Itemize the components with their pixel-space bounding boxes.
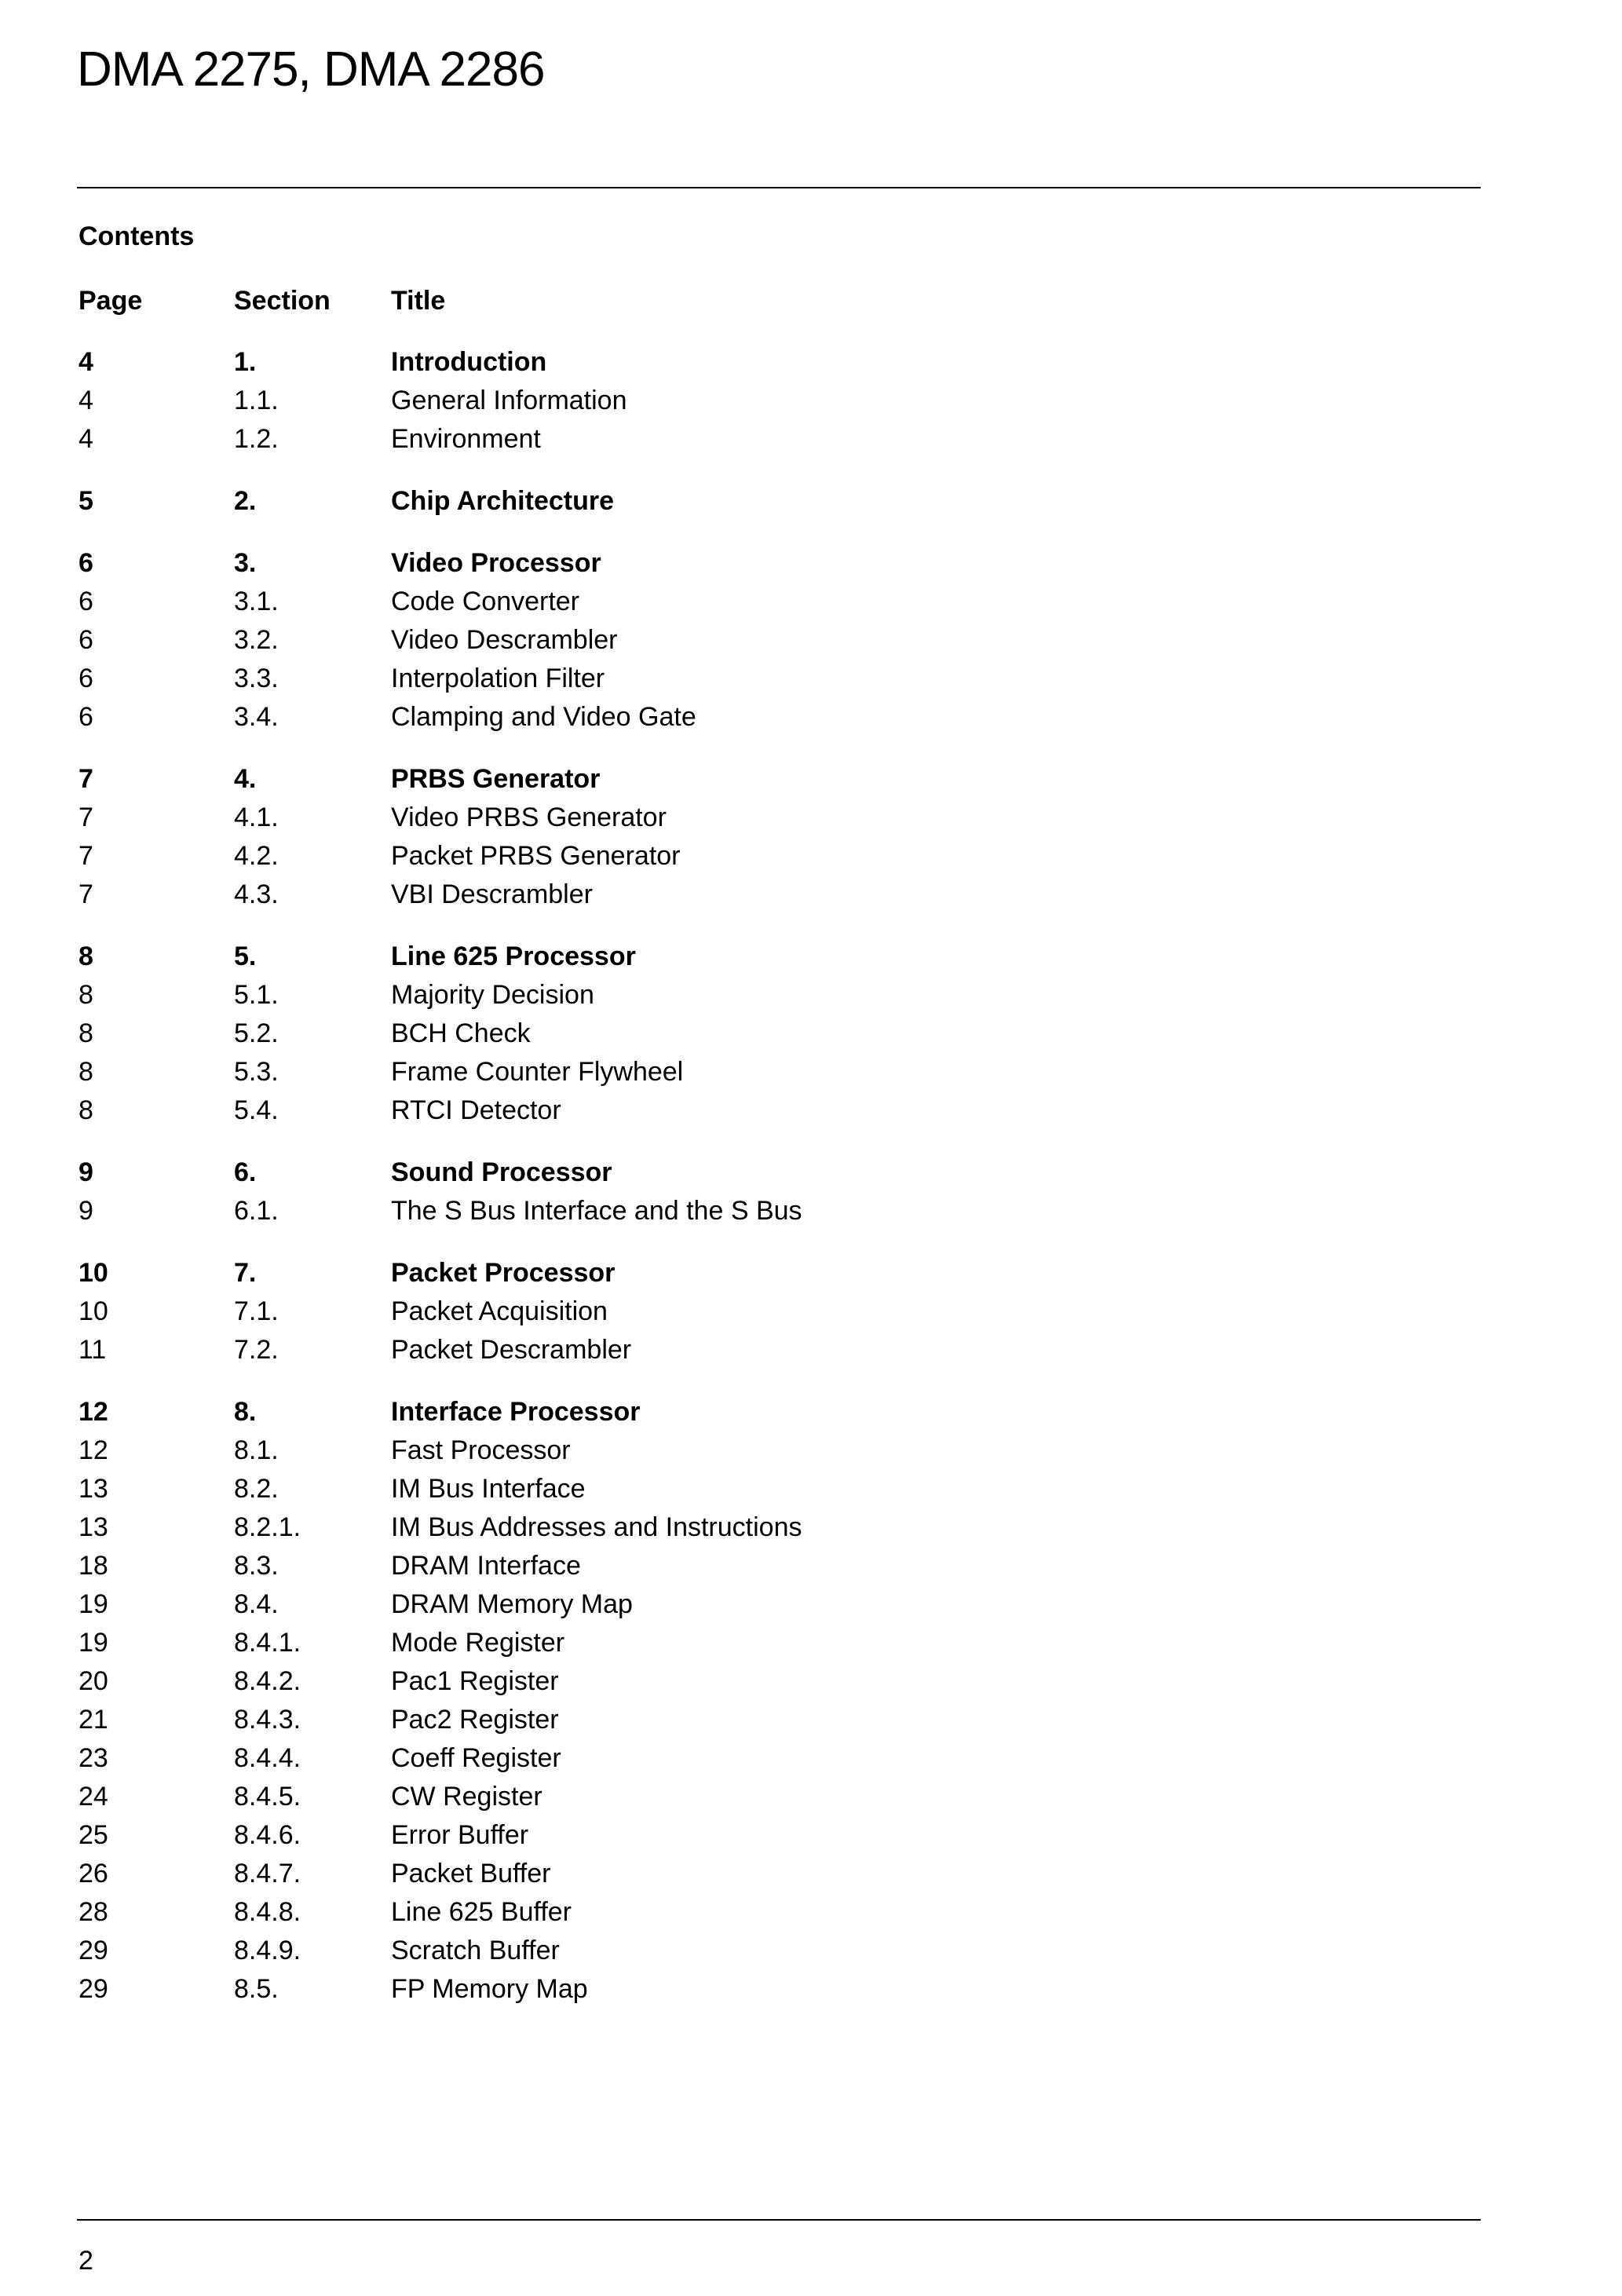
toc-page-number: 10	[79, 1258, 108, 1288]
toc-section-title: Line 625 Processor	[391, 941, 636, 971]
footer-rule	[77, 2219, 1481, 2221]
toc-section-number: 6.	[234, 1157, 257, 1187]
toc-section-title: Pac1 Register	[391, 1666, 559, 1696]
toc-entry-row	[79, 1822, 1476, 1860]
toc-section-title: Video Descrambler	[391, 625, 618, 655]
toc-entry-row	[79, 1629, 1476, 1668]
toc-chapter-row	[79, 488, 1476, 526]
toc-page-number: 19	[79, 1589, 108, 1619]
toc-page-number: 9	[79, 1196, 93, 1226]
toc-section-title: Environment	[391, 424, 541, 454]
toc-section-number: 8.4.5.	[234, 1782, 301, 1812]
toc-section-title: Majority Decision	[391, 980, 594, 1010]
toc-section-number: 8.4.7.	[234, 1859, 301, 1888]
toc-group	[79, 766, 1476, 919]
toc-entry-row	[79, 387, 1476, 426]
toc-group	[79, 349, 1476, 464]
toc-section-number: 5.1.	[234, 980, 279, 1010]
column-header-section: Section	[234, 286, 331, 316]
toc-section-number: 3.4.	[234, 702, 279, 732]
toc-page-number: 21	[79, 1705, 108, 1735]
toc-section-title: Error Buffer	[391, 1820, 529, 1850]
toc-section-title: Mode Register	[391, 1628, 565, 1658]
toc-section-title: Packet Buffer	[391, 1859, 551, 1888]
header-rule	[77, 187, 1481, 188]
contents-heading: Contents	[79, 221, 195, 251]
toc-page-number: 6	[79, 702, 93, 732]
toc-chapter-row	[79, 1398, 1476, 1437]
column-header-page: Page	[79, 286, 143, 316]
toc-section-number: 5.4.	[234, 1095, 279, 1125]
toc-page-number: 6	[79, 664, 93, 693]
toc-section-number: 4.2.	[234, 841, 279, 871]
toc-entry-row	[79, 1058, 1476, 1097]
toc-page-number: 7	[79, 764, 93, 794]
toc-page-number: 24	[79, 1782, 108, 1812]
toc-entry-row	[79, 1706, 1476, 1745]
toc-section-title: Fast Processor	[391, 1435, 571, 1465]
toc-entry-row	[79, 1745, 1476, 1783]
toc-page-number: 8	[79, 1095, 93, 1125]
toc-entry-row	[79, 426, 1476, 464]
toc-entry-row	[79, 1976, 1476, 2014]
toc-section-number: 5.	[234, 941, 257, 971]
toc-page-number: 20	[79, 1666, 108, 1696]
toc-entry-row	[79, 1097, 1476, 1135]
toc-section-number: 8.4.2.	[234, 1666, 301, 1696]
toc-section-number: 7.1.	[234, 1296, 279, 1326]
toc-section-number: 8.4.1.	[234, 1628, 301, 1658]
toc-section-number: 8.2.1.	[234, 1512, 301, 1542]
toc-section-title: IM Bus Addresses and Instructions	[391, 1512, 802, 1542]
toc-page-number: 29	[79, 1936, 108, 1965]
toc-section-number: 3.2.	[234, 625, 279, 655]
toc-page-number: 12	[79, 1435, 108, 1465]
toc-page-number: 28	[79, 1897, 108, 1927]
toc-page-number: 8	[79, 941, 93, 971]
page-number: 2	[79, 2246, 93, 2276]
toc-section-number: 1.2.	[234, 424, 279, 454]
toc-section-number: 8.3.	[234, 1551, 279, 1581]
toc-section-title: Clamping and Video Gate	[391, 702, 696, 732]
toc-section-number: 8.4.8.	[234, 1897, 301, 1927]
toc-entry-row	[79, 588, 1476, 627]
toc-section-title: PRBS Generator	[391, 764, 601, 794]
toc-section-number: 8.	[234, 1397, 257, 1427]
toc-page-number: 11	[79, 1335, 107, 1365]
toc-entry-row	[79, 804, 1476, 843]
toc-entry-row	[79, 1514, 1476, 1552]
toc-section-title: Video PRBS Generator	[391, 803, 667, 832]
toc-page-number: 8	[79, 1018, 93, 1048]
toc-section-title: CW Register	[391, 1782, 542, 1812]
toc-section-title: Line 625 Buffer	[391, 1897, 572, 1927]
toc-chapter-row	[79, 349, 1476, 387]
toc-section-title: Frame Counter Flywheel	[391, 1057, 684, 1087]
toc-group	[79, 550, 1476, 742]
toc-section-title: Coeff Register	[391, 1743, 561, 1773]
toc-entry-row	[79, 843, 1476, 881]
toc-entry-row	[79, 1437, 1476, 1475]
toc-page-number: 13	[79, 1512, 108, 1542]
toc-chapter-row	[79, 1260, 1476, 1298]
toc-group	[79, 1159, 1476, 1236]
toc-section-number: 8.5.	[234, 1974, 279, 2004]
toc-section-number: 2.	[234, 486, 257, 516]
toc-page-number: 7	[79, 841, 93, 871]
toc-entry-row	[79, 982, 1476, 1020]
toc-section-number: 8.4.	[234, 1589, 279, 1619]
toc-section-title: Introduction	[391, 347, 547, 377]
toc-section-title: FP Memory Map	[391, 1974, 588, 2004]
toc-entry-row	[79, 1475, 1476, 1514]
toc-section-number: 8.4.9.	[234, 1936, 301, 1965]
toc-section-number: 4.1.	[234, 803, 279, 832]
table-of-contents	[79, 349, 1476, 2038]
toc-group	[79, 1398, 1476, 2014]
toc-section-title: Interpolation Filter	[391, 664, 605, 693]
toc-section-number: 7.	[234, 1258, 257, 1288]
toc-section-title: Interface Processor	[391, 1397, 641, 1427]
toc-entry-row	[79, 1937, 1476, 1976]
toc-page-number: 29	[79, 1974, 108, 2004]
toc-section-number: 1.1.	[234, 386, 279, 415]
toc-section-number: 4.	[234, 764, 257, 794]
toc-chapter-row	[79, 766, 1476, 804]
toc-page-number: 4	[79, 424, 93, 454]
toc-page-number: 19	[79, 1628, 108, 1658]
toc-page-number: 5	[79, 486, 93, 516]
toc-section-number: 8.4.4.	[234, 1743, 301, 1773]
toc-entry-row	[79, 627, 1476, 665]
toc-page-number: 7	[79, 879, 93, 909]
toc-section-number: 5.3.	[234, 1057, 279, 1087]
toc-page-number: 4	[79, 347, 93, 377]
toc-page-number: 7	[79, 803, 93, 832]
toc-section-number: 3.	[234, 548, 257, 578]
toc-page-number: 12	[79, 1397, 108, 1427]
toc-section-title: Chip Architecture	[391, 486, 615, 516]
toc-page-number: 23	[79, 1743, 108, 1773]
toc-section-title: General Information	[391, 386, 627, 415]
toc-entry-row	[79, 1899, 1476, 1937]
toc-entry-row	[79, 1783, 1476, 1822]
toc-entry-row	[79, 881, 1476, 919]
toc-page-number: 8	[79, 1057, 93, 1087]
toc-entry-row	[79, 1298, 1476, 1336]
toc-entry-row	[79, 1197, 1476, 1236]
toc-entry-row	[79, 1020, 1476, 1058]
toc-section-title: Packet PRBS Generator	[391, 841, 681, 871]
toc-page-number: 13	[79, 1474, 108, 1504]
toc-section-title: DRAM Interface	[391, 1551, 581, 1581]
toc-section-number: 5.2.	[234, 1018, 279, 1048]
toc-section-title: VBI Descrambler	[391, 879, 593, 909]
toc-section-title: Sound Processor	[391, 1157, 612, 1187]
toc-chapter-row	[79, 943, 1476, 982]
toc-entry-row	[79, 665, 1476, 704]
toc-section-number: 8.4.3.	[234, 1705, 301, 1735]
toc-section-number: 6.1.	[234, 1196, 279, 1226]
toc-section-title: Packet Processor	[391, 1258, 616, 1288]
toc-page-number: 6	[79, 587, 93, 616]
toc-section-title: DRAM Memory Map	[391, 1589, 633, 1619]
toc-page-number: 4	[79, 386, 93, 415]
toc-section-number: 1.	[234, 347, 257, 377]
toc-section-number: 8.4.6.	[234, 1820, 301, 1850]
toc-section-number: 8.1.	[234, 1435, 279, 1465]
toc-section-number: 3.1.	[234, 587, 279, 616]
toc-section-number: 7.2.	[234, 1335, 279, 1365]
toc-page-number: 26	[79, 1859, 108, 1888]
toc-page-number: 10	[79, 1296, 108, 1326]
toc-section-title: Packet Descrambler	[391, 1335, 632, 1365]
toc-entry-row	[79, 1860, 1476, 1899]
toc-entry-row	[79, 704, 1476, 742]
toc-group	[79, 488, 1476, 526]
toc-section-title: Video Processor	[391, 548, 601, 578]
toc-entry-row	[79, 1552, 1476, 1591]
toc-section-number: 4.3.	[234, 879, 279, 909]
toc-section-title: RTCI Detector	[391, 1095, 561, 1125]
column-header-title: Title	[391, 286, 446, 316]
toc-chapter-row	[79, 1159, 1476, 1197]
toc-page-number: 6	[79, 625, 93, 655]
toc-section-title: The S Bus Interface and the S Bus	[391, 1196, 802, 1226]
toc-entry-row	[79, 1591, 1476, 1629]
toc-page-number: 6	[79, 548, 93, 578]
toc-group	[79, 1260, 1476, 1375]
document-title: DMA 2275, DMA 2286	[77, 42, 545, 97]
toc-page-number: 18	[79, 1551, 108, 1581]
toc-group	[79, 943, 1476, 1135]
toc-page-number: 9	[79, 1157, 93, 1187]
toc-page-number: 25	[79, 1820, 108, 1850]
toc-chapter-row	[79, 550, 1476, 588]
toc-section-title: IM Bus Interface	[391, 1474, 586, 1504]
toc-section-number: 8.2.	[234, 1474, 279, 1504]
toc-section-title: BCH Check	[391, 1018, 531, 1048]
toc-section-title: Code Converter	[391, 587, 580, 616]
toc-section-title: Scratch Buffer	[391, 1936, 560, 1965]
toc-entry-row	[79, 1668, 1476, 1706]
toc-page-number: 8	[79, 980, 93, 1010]
toc-section-number: 3.3.	[234, 664, 279, 693]
toc-entry-row	[79, 1336, 1476, 1375]
toc-section-title: Pac2 Register	[391, 1705, 559, 1735]
toc-section-title: Packet Acquisition	[391, 1296, 608, 1326]
